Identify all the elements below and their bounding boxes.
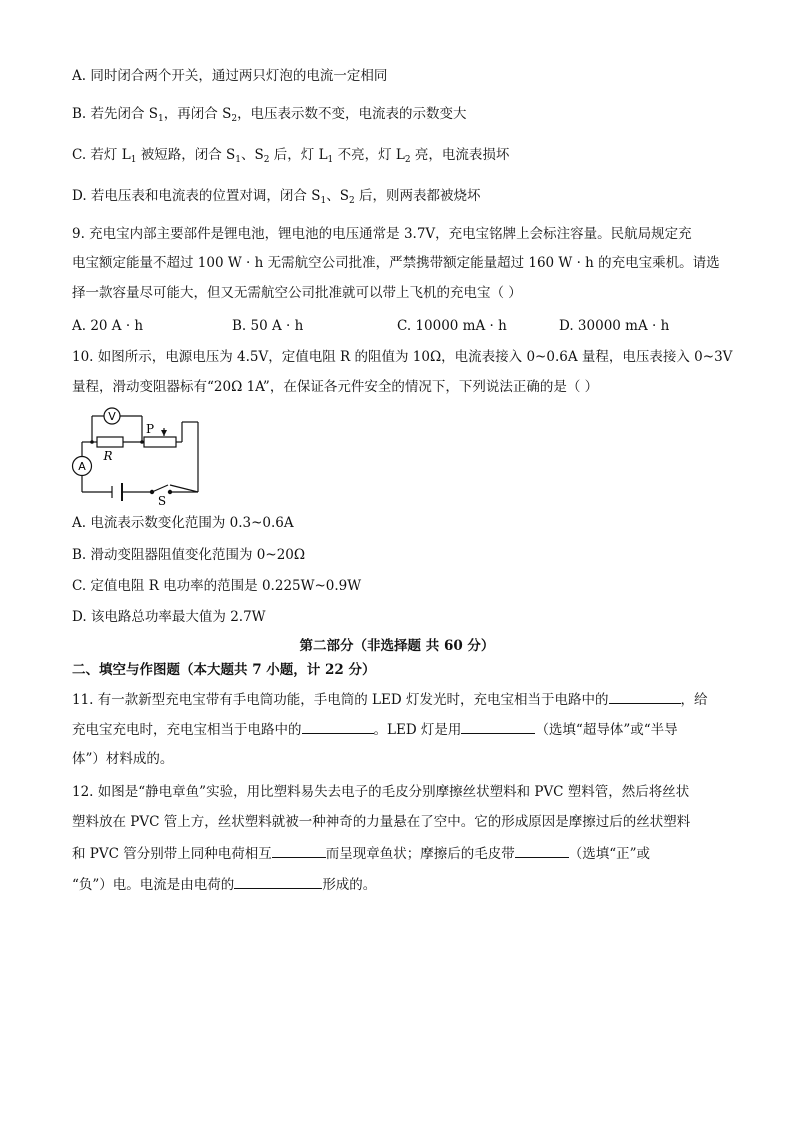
q10-option-c: C. 定值电阻 R 电功率的范围是 0.225W~0.9W — [72, 578, 362, 594]
q9-option-b: B. 50 A · h — [232, 318, 304, 334]
section-heading: 二、填空与作图题（本大题共 7 小题，计 22 分） — [72, 662, 376, 678]
q11-line3: 体”）材料成的。 — [72, 751, 174, 767]
answer-blank[interactable] — [302, 719, 374, 734]
q12-line2: 塑料放在 PVC 管上方，丝状塑料就被一种神奇的力量悬在了空中。它的形成原因是摩擦过后的丝状塑料 — [72, 814, 691, 830]
q9-text-line2: 电宝额定能量不超过 100 W · h 无需航空公司批准，严禁携带额定能量超过 160 W · h 的充电宝乘机。请选 — [72, 255, 720, 271]
q12-line4: “负”）电。电流是由电荷的 形成的。 — [72, 874, 376, 895]
q8-option-a: A. 同时闭合两个开关，通过两只灯泡的电流一定相同 — [72, 68, 388, 84]
resistor-label: R — [103, 449, 113, 463]
voltmeter-label: V — [108, 410, 116, 423]
answer-blank[interactable] — [609, 689, 681, 704]
slider-label: P — [145, 422, 155, 436]
q9-text-line3: 择一款容量尽可能大，但又无需航空公司批准就可以带上飞机的充电宝（ ） — [72, 285, 522, 301]
q10-option-b: B. 滑动变阻器阻值变化范围为 0~20Ω — [72, 547, 306, 563]
q9-option-a: A. 20 A · h — [72, 318, 144, 334]
q8-option-b: B. 若先闭合 $S_1$，再闭合 $S_2$，电压表示数不变，电流表的示数变大 — [72, 106, 467, 124]
q10-text-line2: 量程，滑动变阻器标有“20Ω 1A”，在保证各元件安全的情况下，下列说法正确的是（ ） — [72, 379, 599, 395]
answer-blank[interactable] — [461, 719, 535, 734]
q11-line2: 充电宝充电时，充电宝相当于电路中的 。LED 灯是用 （选填“超导体”或“半导 — [72, 719, 678, 740]
q10-option-a: A. 电流表示数变化范围为 0.3~0.6A — [72, 515, 294, 531]
answer-blank[interactable] — [515, 843, 569, 858]
q8-option-d: D. 若电压表和电流表的位置对调，闭合 $S_1$、$S_2$ 后，则两表都被烧坏 — [72, 188, 481, 206]
q8-option-c: C. 若灯 $L_1$ 被短路，闭合 $S_1$、$S_2$ 后，灯 $L_1$ 不亮，灯 $L_2$ 亮，电流表损坏 — [72, 147, 510, 165]
switch-label: S — [157, 494, 167, 508]
q12-line3: 和 PVC 管分别带上同种电荷相互 而呈现章鱼状；摩擦后的毛皮带 （选填“正”或 — [72, 843, 650, 864]
circuit-diagram — [70, 402, 210, 512]
q9-text-line1: 9. 充电宝内部主要部件是锂电池，锂电池的电压通常是 3.7V，充电宝铭牌上会标注容量。民航局规定充 — [72, 226, 692, 242]
q11-line1: 11. 有一款新型充电宝带有手电筒功能，手电筒的 LED 灯发光时，充电宝相当于电路中的 ，给 — [72, 689, 708, 710]
q12-line1: 12. 如图是“静电章鱼”实验，用比塑料易失去电子的毛皮分别摩擦丝状塑料和 PVC 塑料管，然后将丝状 — [72, 784, 690, 800]
answer-blank[interactable] — [234, 874, 322, 889]
q9-option-d: D. 30000 mA · h — [559, 318, 670, 334]
part2-title: 第二部分（非选择题 共 60 分） — [299, 638, 495, 654]
q10-option-d: D. 该电路总功率最大值为 2.7W — [72, 609, 266, 625]
q10-text-line1: 10. 如图所示，电源电压为 4.5V，定值电阻 R 的阻值为 10Ω，电流表接入 0~0.6A 量程，电压表接入 0~3V — [72, 349, 733, 365]
q9-option-c: C. 10000 mA · h — [397, 318, 507, 334]
answer-blank[interactable] — [272, 843, 326, 858]
ammeter-label: A — [78, 460, 86, 473]
